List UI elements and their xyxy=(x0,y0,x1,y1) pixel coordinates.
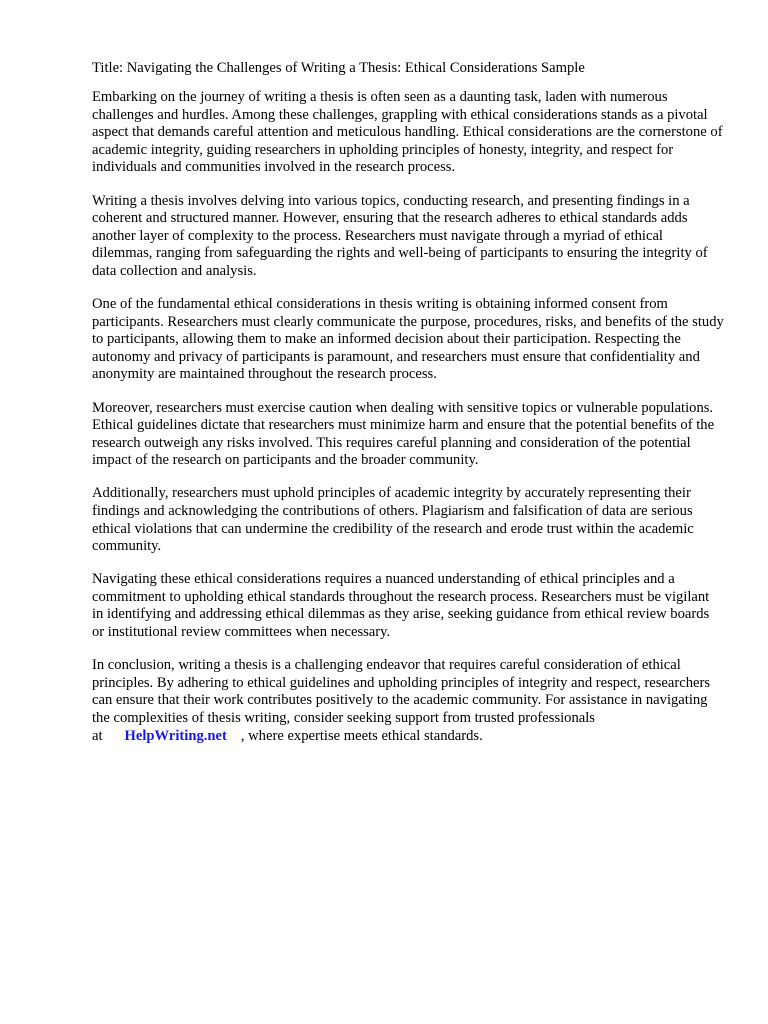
document-page xyxy=(92,60,724,761)
paragraph-intro: Embarking on the journey of writing a thesis is often seen as a daunting task, laden with numerous challenges and hurdles. Among these challenges, grappling with ethical considerations stands as a pivotal aspect that demands careful attention and meticulous handling. Ethical considerations are the cornerstone of academic integrity, guiding researchers in upholding principles of honesty, integrity, and respect for individuals and communities involved in the research process. xyxy=(92,89,723,176)
conclusion-tail: , where expertise meets ethical standards. xyxy=(240,727,483,744)
paragraph-informed-consent: One of the fundamental ethical considerations in thesis writing is obtaining informed consent from participants. Researchers must clearly communicate the purpose, procedures, risks, and benefits of the study to participants, allowing them to make an informed decision about their participation. Respecting the autonomy and privacy of participants is paramount, and researchers must ensure that confidentiality and anonymity are maintained throughout the research process. xyxy=(92,296,724,383)
paragraph-academic-integrity: Additionally, researchers must uphold principles of academic integrity by accurately representing their findings and acknowledging the contributions of others. Plagiarism and falsification of data are serious ethical violations that can undermine the credibility of the research and erode trust within the academic community. xyxy=(92,485,694,555)
paragraph-conclusion xyxy=(92,657,724,745)
helpwriting-link[interactable]: HelpWriting.net xyxy=(124,727,227,744)
paragraph-process: Writing a thesis involves delving into various topics, conducting research, and presenting findings in a coherent and structured manner. However, ensuring that the research adheres to ethical standards adds another layer of complexity to the process. Researchers must navigate through a myriad of ethical dilemmas, ranging from safeguarding the rights and well-being of participants to ensuring the integrity of data collection and analysis. xyxy=(92,192,708,279)
paragraph-navigating: Navigating these ethical considerations requires a nuanced understanding of ethical principles and a commitment to upholding ethical standards throughout the research process. Researchers must be vigilant in identifying and addressing ethical dilemmas as they arise, seeking guidance from ethical review boards or institutional review committees when necessary. xyxy=(92,571,710,641)
paragraph-sensitive-topics: Moreover, researchers must exercise caution when dealing with sensitive topics or vulnerable populations. Ethical guidelines dictate that researchers must minimize harm and ensure that the potential benefits of the research outweigh any risks involved. This requires careful planning and consideration of the potential impact of the research on participants and the broader community. xyxy=(92,399,715,469)
document-title: Title: Navigating the Challenges of Writing a Thesis: Ethical Considerations Sample xyxy=(92,60,585,76)
conclusion-text: In conclusion, writing a thesis is a challenging endeavor that requires careful consideration of ethical principles. By adhering to ethical guidelines and upholding principles of integrity and respect, researchers can ensure that their work contributes positively to the academic community. For assistance in navigating the complexities of thesis writing, consider seeking support from trusted professionals at xyxy=(92,657,711,744)
